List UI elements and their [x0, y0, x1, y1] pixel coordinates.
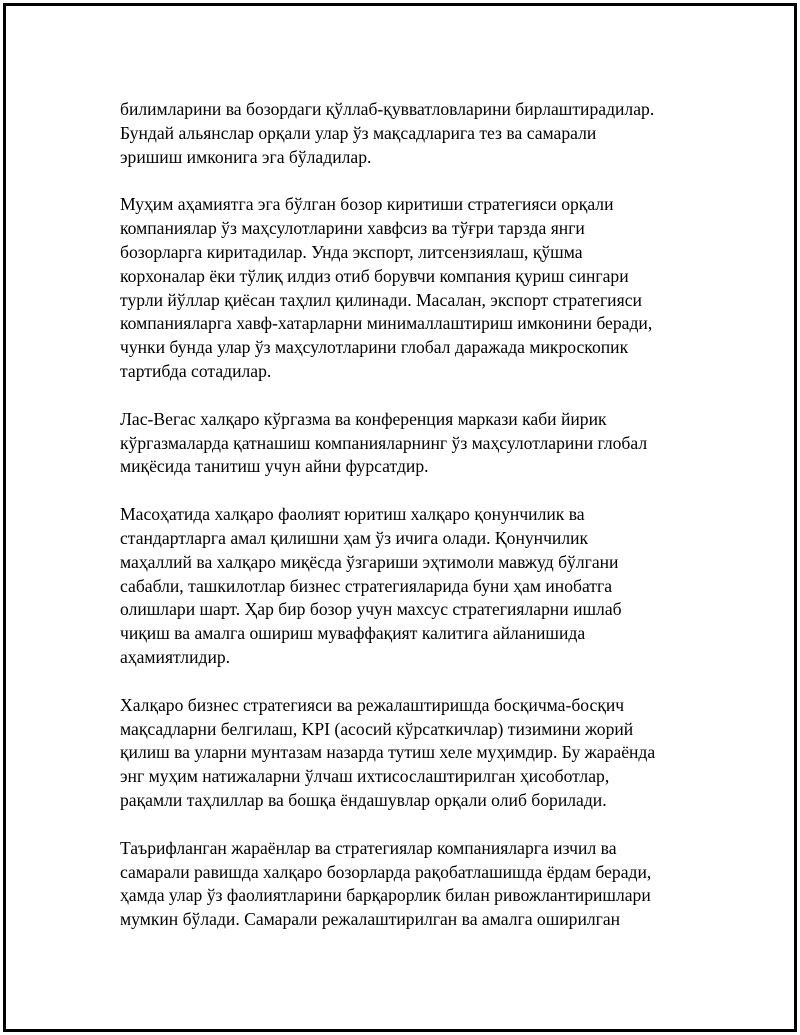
text-line: чиқиш ва амалга ошириш муваффақият калитига айланишида	[120, 623, 586, 644]
text-line: корхоналар ёки тўлиқ илдиз отиб борувчи компания қуриш сингари	[120, 265, 629, 286]
text-line: Лас-Вегас халқаро кўргазма ва конференция маркази каби йирик	[120, 408, 607, 429]
text-line: тартибда сотадилар.	[120, 360, 272, 381]
paragraph-1	[120, 98, 690, 169]
text-line: Таърифланган жараёнлар ва стратегиялар компанияларга изчил ва	[120, 837, 617, 858]
text-line: миқёсида танитиш учун айни фурсатдир.	[120, 456, 429, 477]
document-body	[120, 98, 690, 932]
text-line: компаниялар ўз маҳсулотларини хавфсиз ва тўғри тарзда янги	[120, 218, 585, 239]
text-line: Бундай альянслар орқали улар ўз мақсадларига тез ва самарали	[120, 122, 597, 143]
text-line: олишлари шарт. Ҳар бир бозор учун махсус стратегияларни ишлаб	[120, 599, 622, 620]
text-line: компанияларга хавф-хатарларни минималлаштириш имконини беради,	[120, 313, 653, 334]
text-line: ҳамда улар ўз фаолиятларини барқарорлик билан ривожлантиришлари	[120, 885, 651, 906]
text-line: кўргазмаларда қатнашиш компанияларнинг ўз маҳсулотларини глобал	[120, 432, 648, 453]
text-line: стандартларга амал қилишни ҳам ўз ичига олади. Қонунчилик	[120, 527, 589, 548]
text-line: мақсадларни белгилаш, KPI (асосий кўрсаткичлар) тизимини жорий	[120, 718, 634, 739]
text-line: чунки бунда улар ўз маҳсулотларини глобал даражада микроскопик	[120, 337, 629, 358]
page-frame	[3, 3, 797, 1032]
text-line: аҳамиятлидир.	[120, 646, 231, 667]
text-line: турли йўллар қиёсан таҳлил қилинади. Масалан, экспорт стратегияси	[120, 289, 642, 310]
paragraph-6	[120, 837, 690, 932]
text-line: Халқаро бизнес стратегияси ва режалаштиришда босқичма-босқич	[120, 694, 625, 715]
text-line: самарали равишда халқаро бозорларда рақобатлашишда ёрдам беради,	[120, 861, 652, 882]
text-line: қилиш ва уларни мунтазам назарда тутиш хеле муҳимдир. Бу жараёнда	[120, 742, 656, 763]
text-line: Муҳим аҳамиятга эга бўлган бозор киритиши стратегияси орқали	[120, 194, 614, 215]
paragraph-3	[120, 408, 690, 479]
text-line: сабабли, ташкилотлар бизнес стратегияларида буни ҳам инобатга	[120, 575, 613, 596]
text-line: эришиш имконига эга бўладилар.	[120, 146, 372, 167]
text-line: маҳаллий ва халқаро миқёсда ўзгариши эҳтимоли мавжуд бўлгани	[120, 551, 619, 572]
text-line: энг муҳим натижаларни ўлчаш ихтисослаштирилган ҳисоботлар,	[120, 766, 610, 787]
paragraph-2	[120, 193, 690, 383]
text-line: бозорларга киритадилар. Унда экспорт, литсензиялаш, қўшма	[120, 241, 583, 262]
text-line: мумкин бўлади. Самарали режалаштирилган ва амалга оширилган	[120, 909, 621, 930]
text-line: билимларини ва бозордаги қўллаб-қувватловларини бирлаштирадилар.	[120, 99, 655, 119]
text-line: рақамли таҳлиллар ва бошқа ёндашувлар орқали олиб борилади.	[120, 789, 607, 810]
paragraph-4	[120, 503, 690, 670]
paragraph-5	[120, 694, 690, 813]
text-line: Масоҳатида халқаро фаолият юритиш халқаро қонунчилик ва	[120, 504, 585, 525]
